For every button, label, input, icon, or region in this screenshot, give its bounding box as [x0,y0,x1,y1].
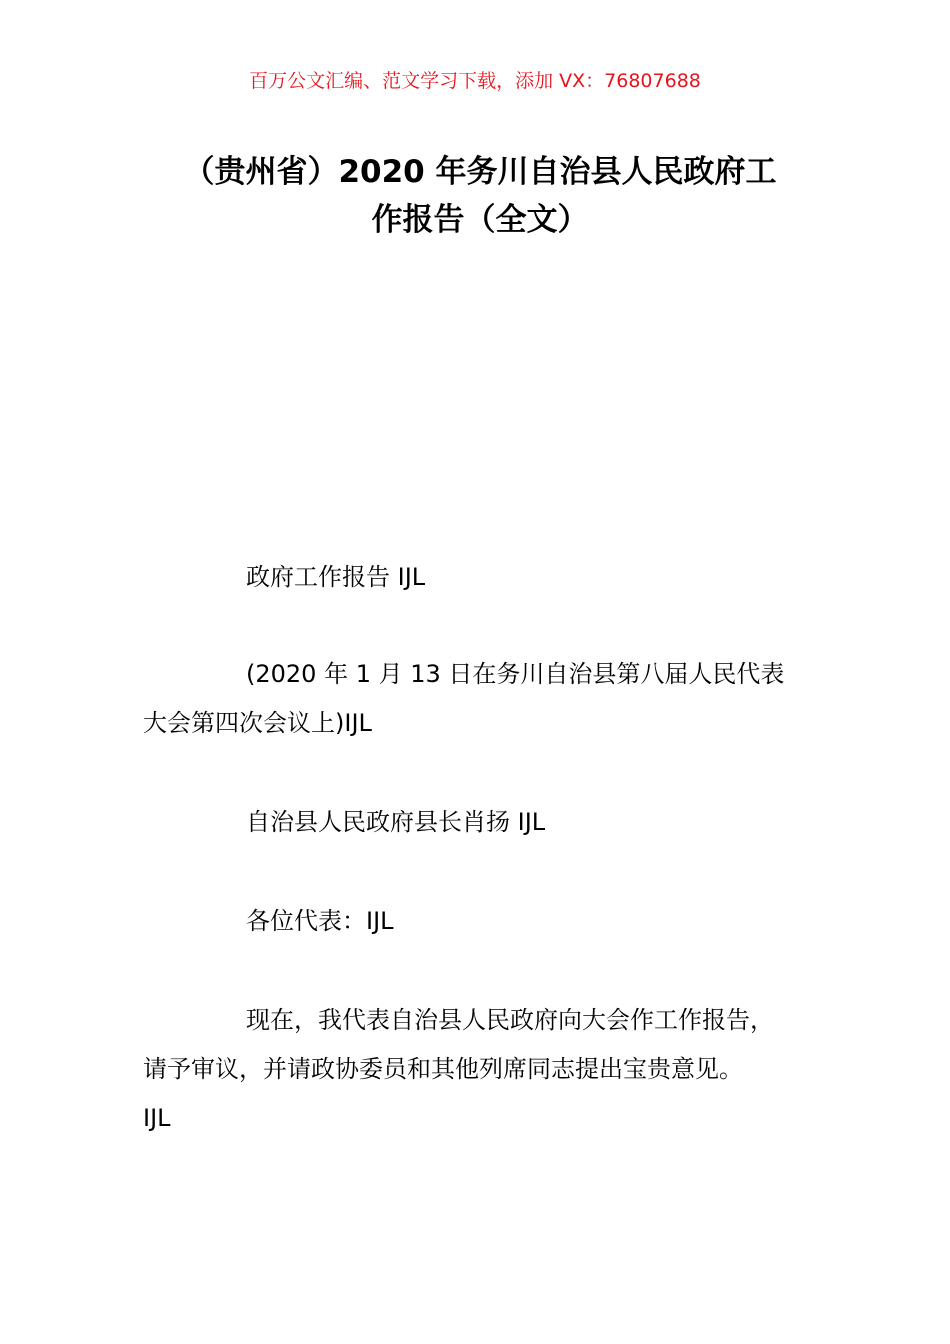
paragraph-report-heading [143,553,833,602]
paragraph-speaker [143,798,833,847]
paragraph-salutation [143,897,833,946]
title-line-2: 作报告（全文） [371,202,589,238]
document-title [140,148,820,244]
paragraph-opening [143,996,833,1143]
paragraph-line: 各位代表：IJL [246,907,394,935]
title-line-1: （贵州省）2020 年务川自治县人民政府工 [183,154,777,190]
paragraph-line: 现在，我代表自治县人民政府向大会作工作报告， [246,1006,774,1034]
paragraph-meeting-info [143,650,833,748]
paragraph-line: 自治县人民政府县长肖扬 IJL [246,808,546,836]
header-banner: 百万公文汇编、范文学习下载，添加 VX：76807688 [249,70,701,92]
paragraph-line: 政府工作报告 IJL [246,563,426,591]
paragraph-line: 请予审议，并请政协委员和其他列席同志提出宝贵意见。 [143,1055,743,1083]
paragraph-line: 大会第四次会议上)IJL [143,709,372,737]
paragraph-line: (2020 年 1 月 13 日在务川自治县第八届人民代表 [246,660,785,688]
paragraph-line: IJL [143,1104,171,1132]
